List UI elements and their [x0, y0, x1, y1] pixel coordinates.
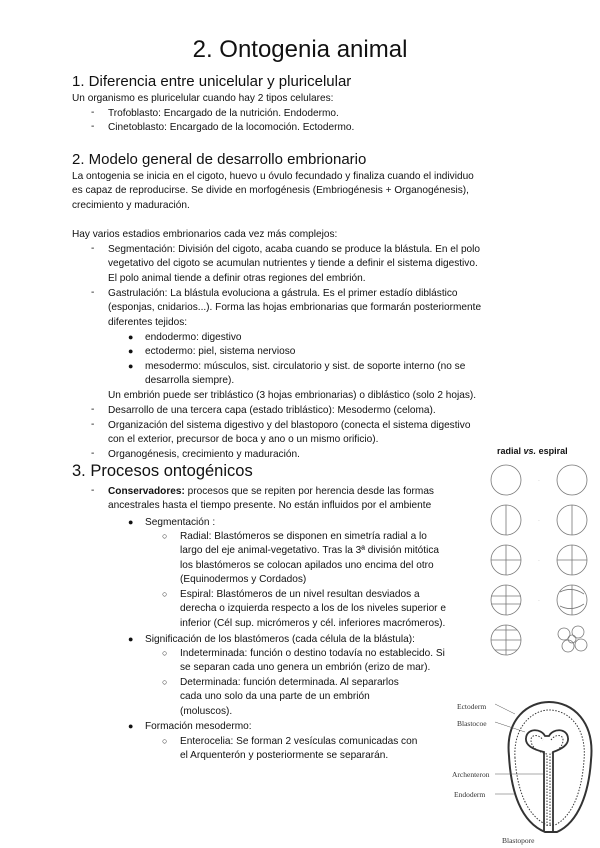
dash-marker: - — [91, 107, 95, 118]
list-item: Cinetoblasto: Encargado de la locomoción. Ectodermo. — [108, 122, 355, 133]
list-item: Desarrollo de una tercera capa (estado triblástico): Mesodermo (celoma). — [108, 405, 436, 416]
vs-label: vs. — [523, 446, 537, 456]
text-line: (Equinodermos y Cordados) — [180, 574, 307, 586]
cleavage-figure-title — [497, 446, 568, 456]
dash-marker: - — [91, 121, 95, 132]
list-item-conservadores — [108, 485, 476, 514]
text-line: procesos que se repiten por herencia desde las formas — [184, 486, 434, 497]
label-endoderm: Endoderm — [454, 790, 486, 799]
list-item: endodermo: digestivo — [145, 332, 242, 343]
section-1-heading: 1. Diferencia entre unicelular y pluricelular — [72, 73, 352, 90]
svg-text:·: · — [538, 478, 540, 484]
dash-marker: - — [91, 287, 95, 298]
text-line: cada uno solo da una parte de un embrión — [180, 691, 370, 703]
svg-text:·: · — [538, 518, 540, 524]
text-line: La ontogenia se inicia en el cigoto, huevo u óvulo fecundado y finaliza cuando el individuo — [72, 171, 474, 182]
dash-marker: - — [91, 448, 95, 459]
radial-label: radial — [497, 446, 522, 456]
text-line: Determinada: función determinada. Al separarlos — [180, 677, 399, 688]
text-line: Enterocelia: Se forman 2 vesículas comunicadas con — [180, 736, 418, 747]
dash-marker: - — [91, 243, 95, 254]
circle-marker: ○ — [162, 648, 168, 658]
label-blastopore: Blastopore — [502, 836, 535, 845]
dash-marker: - — [91, 404, 95, 415]
section-2-heading: 2. Modelo general de desarrollo embrionario — [72, 151, 367, 168]
text-line: vegetativo del cigoto se acumulan nutrientes y tiende a definir el sistema digestivo. — [108, 258, 478, 270]
circle-marker: ○ — [162, 736, 168, 746]
formacion-label: Formación mesodermo: — [145, 721, 252, 732]
list-item-gastrulacion — [108, 287, 529, 330]
bullet-marker: ● — [128, 517, 134, 527]
svg-text:·: · — [538, 598, 540, 604]
espiral-label: espiral — [538, 446, 568, 456]
text-line: largo del eje animal-vegetativo. Tras la 3ª división mitótica — [180, 545, 440, 557]
section-2-intro: Hay varios estadios embrionarios cada vez más complejos: — [72, 229, 338, 240]
text-line: (moluscos). — [180, 705, 233, 717]
bullet-marker: ● — [128, 721, 134, 731]
bold-term: Conservadores: — [108, 486, 185, 497]
list-item-indeterminada — [180, 647, 476, 676]
text-line: ancestrales hasta el tiempo presente. No están influidos por el ambiente — [108, 500, 432, 512]
label-ectoderm: Ectoderm — [457, 702, 487, 711]
list-item: ectodermo: piel, sistema nervioso — [145, 346, 296, 357]
list-item: Organogénesis, crecimiento y maduración. — [108, 449, 300, 460]
text-line: derecha o izquierda respecto a los de los niveles superior e — [180, 603, 446, 615]
text-line: diferentes tejidos: — [108, 316, 188, 328]
triblastic-note: Un embrión puede ser triblástico (3 hojas embrionarias) o diblástico (solo 2 hojas). — [108, 390, 477, 401]
list-item: Trofoblasto: Encargado de la nutrición. Endodermo. — [108, 108, 339, 119]
bullet-marker: ● — [128, 346, 134, 356]
bullet-marker: ● — [128, 634, 134, 644]
list-item-radial — [180, 530, 476, 588]
spiral-cell-1 — [557, 465, 587, 495]
significacion-label: Significación de los blastómeros (cada célula de la blástula): — [145, 634, 415, 645]
dash-marker: - — [91, 419, 95, 430]
circle-marker: ○ — [162, 677, 168, 687]
spiral-cell-16 — [558, 626, 587, 652]
text-line: El polo animal tiende a definir otras regiones del embrión. — [108, 272, 366, 284]
cleavage-figure — [484, 462, 596, 657]
segmentacion-label: Segmentación : — [145, 517, 216, 528]
list-item-continuation: desarrolla siempre). — [145, 375, 235, 386]
bullet-marker: ● — [128, 332, 134, 342]
page-title: 2. Ontogenia animal — [192, 36, 408, 63]
text-line: el Arquenterón y posteriormente se separarán. — [180, 750, 389, 762]
text-line: crecimiento y maduración. — [72, 199, 190, 211]
list-item-organizacion — [108, 419, 529, 448]
radial-cell-1 — [491, 465, 521, 495]
list-item-segmentacion — [108, 243, 529, 286]
section-2-paragraph — [72, 170, 529, 213]
circle-marker: ○ — [162, 531, 168, 541]
text-line: Gastrulación: La blástula evoluciona a gástrula. Es el primer estadío diblástico — [108, 288, 458, 299]
text-line: Segmentación: División del cigoto, acaba cuando se produce la blástula. En el polo — [108, 244, 481, 255]
bullet-marker: ● — [128, 361, 134, 371]
list-item: mesodermo: músculos, sist. circulatorio y sist. de soporte interno (no se — [145, 361, 466, 372]
text-line: Radial: Blastómeros se disponen en simetría radial a lo — [180, 531, 427, 542]
text-line: es capaz de reproducirse. Se divide en morfogénesis (Embriogénesis + Organogénesis), — [72, 185, 469, 197]
section-3-heading: 3. Procesos ontogénicos — [72, 462, 253, 480]
list-item-determinada — [180, 676, 452, 719]
dash-marker: - — [91, 485, 95, 496]
svg-text:·: · — [538, 558, 540, 564]
text-line: los blastómeros se colocan apilados uno encima del otro — [180, 559, 434, 571]
text-line: con el exterior, precursor de boca y ano o un mismo orificio). — [108, 434, 379, 446]
text-line: se separan cada uno genera un embrión (erizo de mar). — [180, 662, 431, 674]
label-blastocoel: Blastocoe — [457, 719, 487, 728]
text-line: (esponjas, cnidarios...). Forma las hojas embrionarias que formarán posteriormente — [108, 302, 482, 314]
text-line: Organización del sistema digestivo y del blastoporo (conecta el sistema digestivo — [108, 420, 471, 431]
text-line: Espiral: Blastómeros de un nivel resultan desviados a — [180, 589, 420, 600]
text-line: Indeterminada: función o destino todavía no establecido. Si — [180, 648, 445, 659]
label-archenteron: Archenteron — [452, 770, 490, 779]
enterocoely-diagram — [495, 696, 599, 838]
list-item-enterocelia — [180, 735, 450, 764]
circle-marker: ○ — [162, 589, 168, 599]
text-line: inferior (Cél sup. micrómeros y cél. inferiores macrómeros). — [180, 617, 446, 629]
section-1-intro: Un organismo es pluricelular cuando hay 2 tipos celulares: — [72, 93, 334, 104]
list-item-espiral — [180, 588, 476, 631]
